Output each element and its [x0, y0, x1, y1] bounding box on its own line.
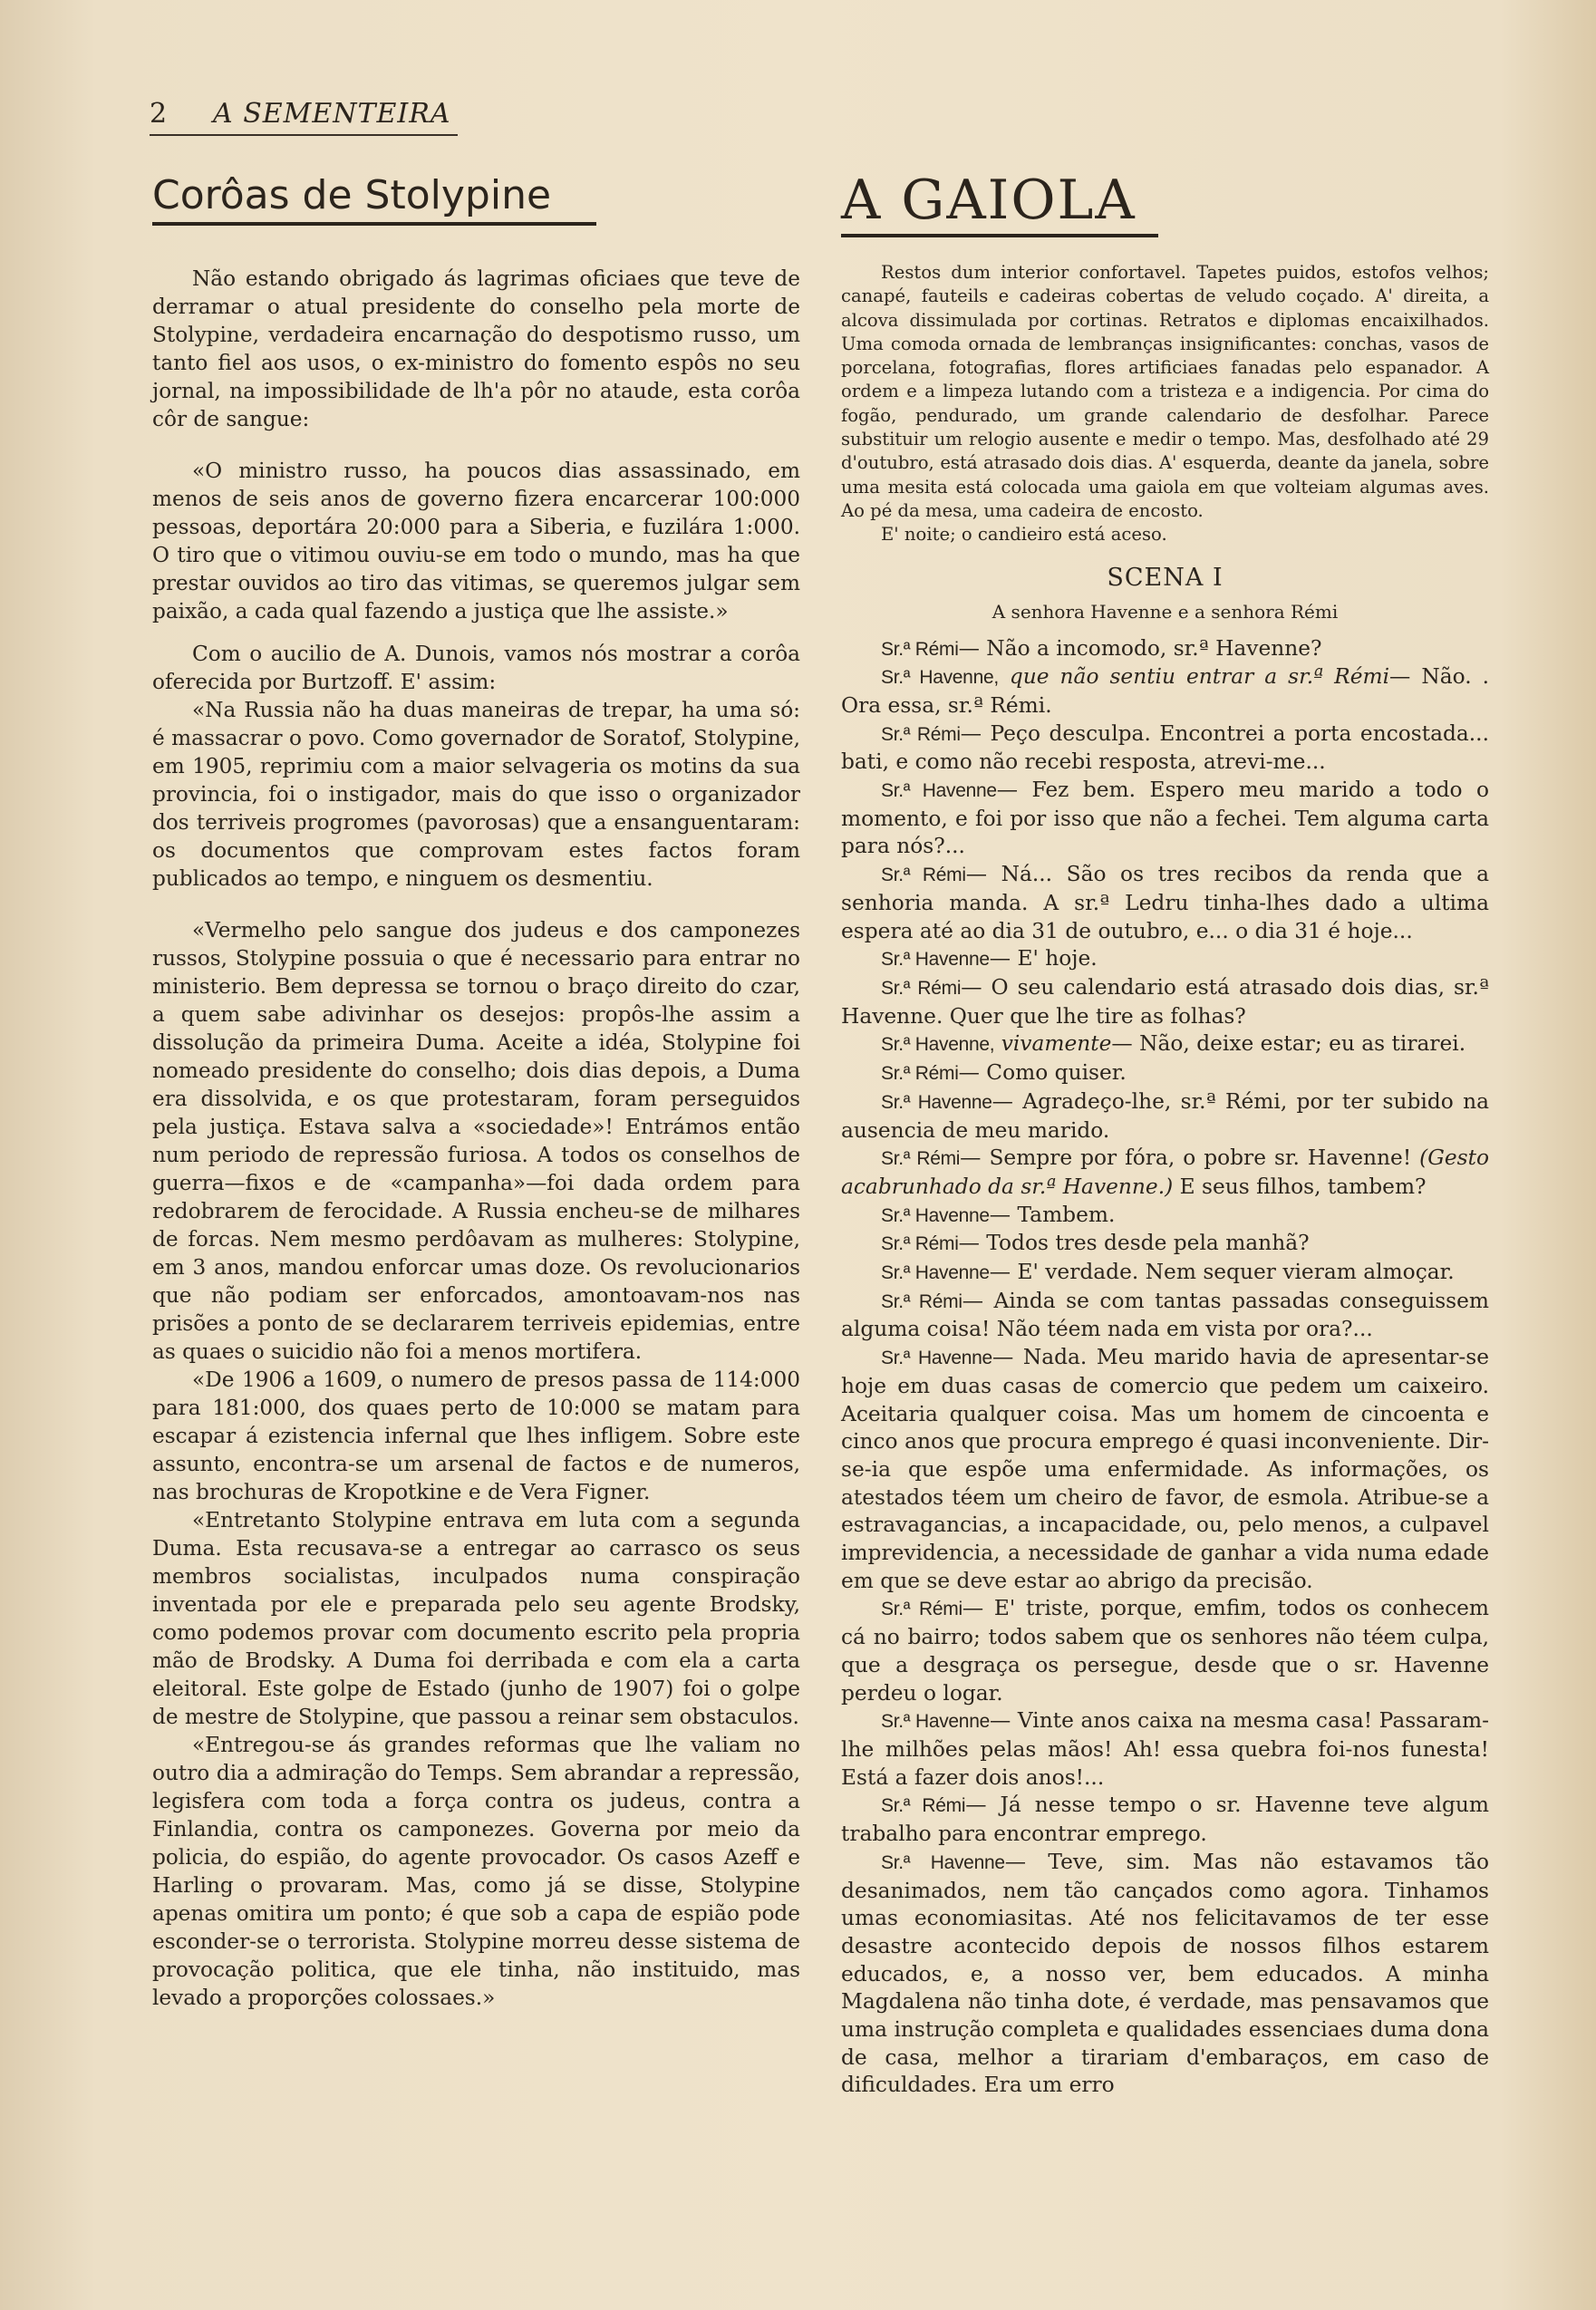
article-paragraph: Não estando obrigado ás lagrimas oficiaes que teve de derramar o atual presidente do conselho pela morte de Stolypine, verdadeira encarnação do despotismo russo, um tanto fiel aos usos, o ex-ministro do fomento espôs no seu jornal, na impossibilidade de lh'a pôr no ataude, esta corôa côr de sangue: — [152, 266, 800, 431]
dialogue-line — [841, 974, 1489, 1030]
dialogue-text: — Teve, sim. Mas não estavamos tão desanimados, nem tão cançados como agora. Tinhamos umas economiasitas. Até nos felicitavamos de ter esse desastre acontecido depois de nossos filhos estarem educados, e, a nosso ver, bem educados. A minha Magdalena não tinha dote, é verdade, mas pensavamos que uma instrução completa e qualidades essenciaes duma dona de casa, melhor a tirariam d'embaraços, em caso de dificuldades. Era um erro — [841, 1849, 1489, 2098]
speaker-name: Sr.ª Rémi — [881, 723, 961, 745]
speaker-name: Sr.ª Havenne, — [881, 667, 999, 689]
dialogue-line — [841, 635, 1489, 664]
article-paragraph: «Entregou-se ás grandes reformas que lhe valiam no outro dia a admiração do Temps. Sem abrandar a repressão, legisfera com toda a força contra os judeus, contra a Finlandia, contra os camponezes. Governa por meio da policia, do espião, do agente provocador. Os casos Azeff e Harling o provaram. Mas, como já se disse, Stolypine apenas omitira um ponto; é que sob a capa de espião pode esconder-se o terrorista. Stolypine morreu desse sistema de provocação politica, que ele tinha, não instituido, mas levado a proporções colossaes.» — [152, 1733, 800, 2010]
right-article-body — [841, 261, 1489, 2100]
dialogue-line — [841, 1145, 1489, 1201]
dialogue-line — [841, 1849, 1489, 2100]
speaker-name: Sr.ª Rémi — [881, 1795, 966, 1817]
dialogue-text: — E' verdade. Nem sequer vieram almoçar. — [989, 1260, 1455, 1285]
scene-characters: A senhora Havenne e a senhora Rémi — [991, 600, 1339, 623]
dialogue-text: — Não, deixe estar; eu as tirarei. — [1111, 1031, 1466, 1057]
stage-direction: Restos dum interior confortavel. Tapetes puidos, estofos velhos; canapé, fauteils e cadeiras cobertas de veludo coçado. A' direita, a alcova dissimulada por cortinas. Retratos e diplomas encaixilhados. Uma comoda ornada de lembranças insignificantes: conchas, vasos de porcelana, fotografias, flores artificiaes fanadas pelo espanador. A ordem e a limpeza lutando com a tristeza e a indigencia. Por cima do fogão, pendurado, um grande calendario de desfolhar. Parece substituir um relogio ausente e medir o tempo. Mas, desfolhado até 29 d'outubro, está atrasado dois dias. A' esquerda, deante da janela, sobre uma mesita está colocada uma gaiola em que volteiam algumas aves. Ao pé da mesa, uma cadeira de encosto. — [841, 262, 1489, 521]
dialogue-line — [841, 1059, 1489, 1088]
speaker-name: Sr.ª Rémi — [881, 1063, 959, 1085]
dialogue-line — [841, 777, 1489, 861]
left-article-title: Corôas de Stolypine — [152, 172, 596, 226]
dialogue-line — [841, 1230, 1489, 1259]
page-number: 2 — [150, 98, 168, 130]
dialogue-line — [841, 663, 1489, 720]
dialogue-text: — Tambem. — [989, 1202, 1116, 1227]
dialogue-line — [841, 1202, 1489, 1231]
dialogue-text: — Ná... São os tres recibos da renda que a senhoria manda. A sr.ª Ledru tinha-lhes dado a ultima espera até ao dia 31 de outubro, e... o dia 31 é hoje... — [841, 862, 1489, 943]
dialogue-line — [841, 1344, 1489, 1595]
speaker-name: Sr.ª Rémi — [881, 1599, 962, 1620]
dialogue — [841, 635, 1489, 2101]
article-paragraph: «Na Russia não ha duas maneiras de trepar, ha uma só: é massacrar o povo. Como governador de Soratof, Stolypine, em 1905, reprimiu com a maior selvageria os motins da sua provincia, foi o instigador, mais do que isso o organizador dos terriveis progromes (pavorosas) que a ensanguentaram: os documentos que comprovam estes factos foram publicados ao tempo, e ninguem os desmentiu. — [152, 698, 800, 891]
dialogue-line — [841, 1595, 1489, 1707]
dialogue-text: — Agradeço-lhe, sr.ª Rémi, por ter subido na ausencia de meu marido. — [841, 1088, 1489, 1143]
dialogue-line — [841, 1088, 1489, 1145]
dialogue-text: E seus filhos, tambem? — [1173, 1174, 1427, 1199]
left-article-body — [152, 265, 800, 2012]
scene-title: SCENA I — [1107, 563, 1224, 592]
right-article-title: A GAIOLA — [841, 169, 1158, 237]
dialogue-line — [841, 1707, 1489, 1792]
dialogue-line — [841, 1030, 1489, 1059]
dialogue-text: — Já nesse tempo o sr. Havenne teve algum trabalho para encontrar emprego. — [841, 1793, 1489, 1847]
speaker-name: Sr.ª Havenne — [881, 1711, 990, 1733]
dialogue-text: — Como quiser. — [958, 1060, 1127, 1086]
dialogue-line — [841, 1288, 1489, 1344]
speaker-name: Sr.ª Havenne — [881, 1091, 992, 1113]
dialogue-text: — Peço desculpa. Encontrei a porta encostada... bati, e como não recebi resposta, atrevi-me... — [841, 720, 1489, 775]
article-paragraph: «De 1906 a 1609, o numero de presos passa de 114:000 para 181:000, dos quaes perto de 10:000 se matam para escapar á ezistencia infernal que lhes infligem. Sobre este assunto, encontra-se um arsenal de factos e de numeros, nas brochuras de Kropotkine e de Vera Figner. — [152, 1368, 800, 1504]
article-paragraph: «Entretanto Stolypine entrava em luta com a segunda Duma. Esta recusava-se a entregar ao carrasco os seus membros socialistas, inculpados numa conspiração inventada por ele e preparada pelo seu agente Brodsky, como podemos provar com documento escrito pela propria mão de Brodsky. A Duma foi derribada e com ela a carta eleitoral. Este golpe de Estado (junho de 1907) foi o golpe de mestre de Stolypine, que passou a reinar sem obstaculos. — [152, 1508, 800, 1729]
speaker-name: Sr.ª Havenne — [881, 949, 990, 971]
dialogue-text: — Vinte anos caixa na mesma casa! Passaram-lhe milhões pelas mãos! Ah! essa quebra foi-nos funesta! Está a fazer dois anos!... — [841, 1708, 1489, 1790]
dialogue-text: — O seu calendario está atrasado dois dias, sr.ª Havenne. Quer que lhe tire as folhas? — [841, 975, 1489, 1029]
dialogue-text: — Não a incomodo, sr.ª Havenne? — [958, 635, 1322, 661]
speaker-name: Sr.ª Rémi — [881, 865, 966, 886]
dialogue-text: — Nada. Meu marido havia de apresentar-se hoje em duas casas de comercio que pedem um caixeiro. Aceitaria qualquer coisa. Mas um homem de cincoenta e cinco anos que procura emprego é quasi inconveniente. Dir-se-ia que espõe uma enfermidade. As informações, os atestados téem um cheiro de favor, de esmola. Atribue-se a estravagancias, a incapacidade, ou, pelo menos, a culpavel imprevidencia, a necessidade de ganhar a vida numa edade em que se deve estar ao abrigo da precisão. — [841, 1345, 1489, 1593]
dialogue-text: — Ainda se com tantas passadas conseguissem alguma coisa! Não téem nada em vista por ora?... — [841, 1288, 1489, 1342]
masthead: A SEMENTEIRA — [213, 98, 451, 130]
dialogue-line — [841, 1792, 1489, 1848]
article-paragraph: Com o aucilio de A. Dunois, vamos nós mostrar a corôa oferecida por Burtzoff. E' assim: — [152, 642, 800, 694]
dialogue-line — [841, 861, 1489, 945]
dialogue-text: — E' triste, porque, emfim, todos os conhecem cá no bairro; todos sabem que os senhores não téem culpa, que a desgraça os persegue, desde que o sr. Havenne perdeu o logar. — [841, 1596, 1489, 1706]
speaker-name: Sr.ª Havenne — [881, 1262, 990, 1284]
speaker-name: Sr.ª Havenne — [881, 1204, 990, 1226]
speaker-name: Sr.ª Rémi — [881, 1233, 959, 1255]
article-paragraph: «O ministro russo, ha poucos dias assassinado, em menos de seis anos de governo fizera encarcerar 100:000 pessoas, deportára 20:000 para a Siberia, e fuzilára 1:000. O tiro que o vitimou ouviu-se em todo o mundo, mas ha que prestar ouvidos ao tiro das vitimas, se queremos julgar sem paixão, a cada qual fazendo a justiça que lhe assiste.» — [152, 459, 800, 623]
dialogue-text: — Não. . Ora essa, sr.ª Rémi. — [841, 664, 1490, 718]
stage-aside: que não sentiu entrar a sr.ª Rémi — [1009, 664, 1390, 690]
dialogue-text: — Sempre por fóra, o pobre sr. Havenne! — [960, 1145, 1420, 1171]
speaker-name: Sr.ª Havenne — [881, 780, 997, 802]
article-paragraph: «Vermelho pelo sangue dos judeus e dos camponezes russos, Stolypine possuia o que é necessario para entrar no ministerio. Bem depressa se tornou o braço direito do czar, a quem sabe adivinhar os desejos: propôs-lhe assim a dissolução da primeira Duma. Aceite a idéa, Stolypine foi nomeado presidente do conselho; dois dias depois, a Duma era dissolvida, e os que protestaram, foram perseguidos pela justiça. Estava salva a «sociedade»! Entrámos então num periodo de repressão furiosa. A todos os conselhos de guerra—fixos e de «campanha»—foi dada ordem para redobrarem de ferocidade. A Russia encheu-se de milhares de forcas. Nem mesmo perdôavam as mulheres: Stolypine, em 3 anos, mandou enforcar umas doze. Os revolucionarios que não podiam ser enforcados, amontoavam-nos nas prisões a ponto de se declararem terriveis epidemias, entre as quaes o suicidio não foi a menos mortifera. — [152, 918, 800, 1364]
page-header — [150, 98, 458, 136]
speaker-name: Sr.ª Rémi — [881, 978, 962, 999]
speaker-name: Sr.ª Rémi — [881, 1148, 961, 1170]
stage-directions — [841, 261, 1489, 547]
speaker-name: Sr.ª Havenne, — [881, 1034, 995, 1056]
speaker-name: Sr.ª Havenne — [881, 1851, 1005, 1873]
dialogue-line — [841, 720, 1489, 777]
dialogue-text: — E' hoje. — [989, 946, 1098, 971]
speaker-name: Sr.ª Rémi — [881, 638, 959, 660]
speaker-name: Sr.ª Rémi — [881, 1290, 962, 1312]
dialogue-line — [841, 1259, 1489, 1288]
stage-direction: E' noite; o candieiro está aceso. — [881, 524, 1167, 546]
speaker-name: Sr.ª Havenne — [881, 1348, 992, 1369]
dialogue-text: — Fez bem. Espero meu marido a todo o momento, e foi por isso que não a fechei. Tem alguma carta para nós?... — [841, 778, 1489, 859]
dialogue-line — [841, 945, 1489, 974]
stage-aside: vivamente — [1001, 1031, 1112, 1057]
stage-aside: (Gesto acabrunhado da sr.ª Havenne.) — [841, 1145, 1490, 1199]
dialogue-text: — Todos tres desde pela manhã? — [958, 1231, 1310, 1256]
